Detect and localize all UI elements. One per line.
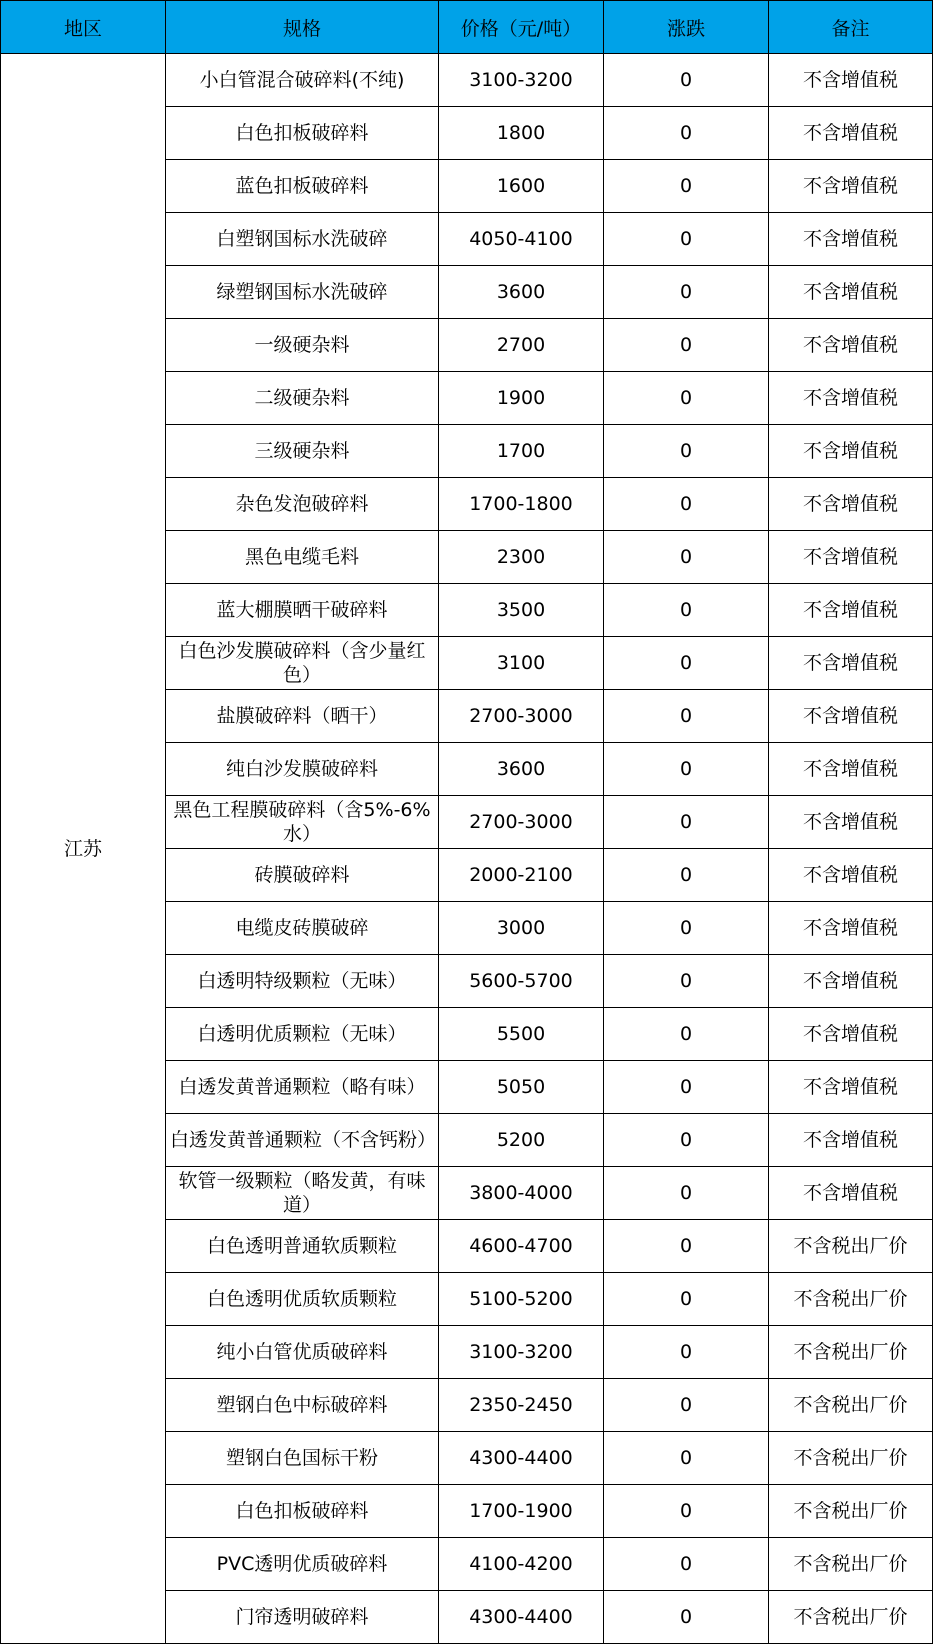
spec-cell: 一级硬杂料 [166,319,439,372]
note-cell: 不含增值税 [769,213,933,266]
change-cell: 0 [604,213,769,266]
header-price: 价格（元/吨） [439,1,604,54]
price-cell: 5100-5200 [439,1273,604,1326]
price-cell: 2350-2450 [439,1379,604,1432]
spec-cell: 杂色发泡破碎料 [166,478,439,531]
price-cell: 1600 [439,160,604,213]
header-note: 备注 [769,1,933,54]
price-cell: 1700-1800 [439,478,604,531]
table-body [1,54,933,1644]
note-cell: 不含增值税 [769,1008,933,1061]
price-cell: 1700 [439,425,604,478]
note-cell: 不含税出厂价 [769,1273,933,1326]
change-cell: 0 [604,1538,769,1591]
price-cell: 1800 [439,107,604,160]
change-cell: 0 [604,955,769,1008]
spec-cell: 白色透明优质软质颗粒 [166,1273,439,1326]
price-cell: 3600 [439,743,604,796]
change-cell: 0 [604,1485,769,1538]
change-cell: 0 [604,1432,769,1485]
change-cell: 0 [604,902,769,955]
note-cell: 不含税出厂价 [769,1538,933,1591]
spec-cell: 软管一级颗粒（略发黄，有味道） [166,1167,439,1220]
note-cell: 不含增值税 [769,584,933,637]
spec-cell: 黑色电缆毛料 [166,531,439,584]
change-cell: 0 [604,1591,769,1644]
change-cell: 0 [604,1167,769,1220]
spec-cell: 白色透明普通软质颗粒 [166,1220,439,1273]
note-cell: 不含增值税 [769,531,933,584]
change-cell: 0 [604,54,769,107]
spec-cell: 电缆皮砖膜破碎 [166,902,439,955]
price-cell: 4300-4400 [439,1432,604,1485]
change-cell: 0 [604,1061,769,1114]
price-cell: 2700 [439,319,604,372]
change-cell: 0 [604,372,769,425]
price-cell: 4600-4700 [439,1220,604,1273]
change-cell: 0 [604,266,769,319]
note-cell: 不含税出厂价 [769,1591,933,1644]
price-cell: 3100-3200 [439,1326,604,1379]
spec-cell: 砖膜破碎料 [166,849,439,902]
note-cell: 不含增值税 [769,1114,933,1167]
spec-cell: 蓝大棚膜晒干破碎料 [166,584,439,637]
note-cell: 不含增值税 [769,796,933,849]
spec-cell: 蓝色扣板破碎料 [166,160,439,213]
price-cell: 2000-2100 [439,849,604,902]
price-cell: 1900 [439,372,604,425]
price-cell: 4050-4100 [439,213,604,266]
price-cell: 2300 [439,531,604,584]
change-cell: 0 [604,319,769,372]
note-cell: 不含增值税 [769,54,933,107]
note-cell: 不含增值税 [769,266,933,319]
spec-cell: 白塑钢国标水洗破碎 [166,213,439,266]
header-region: 地区 [1,1,166,54]
price-cell: 5050 [439,1061,604,1114]
change-cell: 0 [604,1114,769,1167]
note-cell: 不含增值税 [769,637,933,690]
note-cell: 不含增值税 [769,319,933,372]
price-cell: 3000 [439,902,604,955]
header-spec: 规格 [166,1,439,54]
note-cell: 不含增值税 [769,743,933,796]
price-cell: 5600-5700 [439,955,604,1008]
change-cell: 0 [604,690,769,743]
price-cell: 2700-3000 [439,690,604,743]
note-cell: 不含增值税 [769,1061,933,1114]
spec-cell: 白色扣板破碎料 [166,107,439,160]
spec-cell: 白透明特级颗粒（无味） [166,955,439,1008]
region-cell: 江苏 [1,54,166,1644]
spec-cell: 纯小白管优质破碎料 [166,1326,439,1379]
spec-cell: 黑色工程膜破碎料（含5%-6%水） [166,796,439,849]
note-cell: 不含增值税 [769,955,933,1008]
note-cell: 不含税出厂价 [769,1220,933,1273]
change-cell: 0 [604,1220,769,1273]
note-cell: 不含税出厂价 [769,1379,933,1432]
spec-cell: 绿塑钢国标水洗破碎 [166,266,439,319]
spec-cell: 白透发黄普通颗粒（不含钙粉） [166,1114,439,1167]
spec-cell: 白色扣板破碎料 [166,1485,439,1538]
change-cell: 0 [604,1008,769,1061]
spec-cell: 小白管混合破碎料(不纯) [166,54,439,107]
price-cell: 3100-3200 [439,54,604,107]
spec-cell: 塑钢白色中标破碎料 [166,1379,439,1432]
note-cell: 不含税出厂价 [769,1432,933,1485]
change-cell: 0 [604,849,769,902]
spec-cell: 二级硬杂料 [166,372,439,425]
spec-cell: 白透发黄普通颗粒（略有味） [166,1061,439,1114]
note-cell: 不含税出厂价 [769,1485,933,1538]
price-cell: 3800-4000 [439,1167,604,1220]
price-cell: 3500 [439,584,604,637]
change-cell: 0 [604,1326,769,1379]
price-cell: 2700-3000 [439,796,604,849]
note-cell: 不含税出厂价 [769,1326,933,1379]
change-cell: 0 [604,637,769,690]
spec-cell: 三级硬杂料 [166,425,439,478]
note-cell: 不含增值税 [769,160,933,213]
change-cell: 0 [604,478,769,531]
price-cell: 3100 [439,637,604,690]
note-cell: 不含增值税 [769,690,933,743]
spec-cell: 盐膜破碎料（晒干） [166,690,439,743]
price-cell: 3600 [439,266,604,319]
note-cell: 不含增值税 [769,1167,933,1220]
table-row [1,54,933,107]
spec-cell: 纯白沙发膜破碎料 [166,743,439,796]
price-cell: 4100-4200 [439,1538,604,1591]
change-cell: 0 [604,425,769,478]
note-cell: 不含增值税 [769,372,933,425]
change-cell: 0 [604,160,769,213]
note-cell: 不含增值税 [769,107,933,160]
change-cell: 0 [604,531,769,584]
change-cell: 0 [604,1273,769,1326]
table-header-row [1,1,933,54]
change-cell: 0 [604,796,769,849]
header-change: 涨跌 [604,1,769,54]
spec-cell: 白透明优质颗粒（无味） [166,1008,439,1061]
spec-cell: 白色沙发膜破碎料（含少量红色） [166,637,439,690]
note-cell: 不含增值税 [769,849,933,902]
change-cell: 0 [604,1379,769,1432]
spec-cell: PVC透明优质破碎料 [166,1538,439,1591]
spec-cell: 门帘透明破碎料 [166,1591,439,1644]
price-cell: 4300-4400 [439,1591,604,1644]
note-cell: 不含增值税 [769,902,933,955]
note-cell: 不含增值税 [769,478,933,531]
price-cell: 1700-1900 [439,1485,604,1538]
spec-cell: 塑钢白色国标干粉 [166,1432,439,1485]
change-cell: 0 [604,743,769,796]
change-cell: 0 [604,584,769,637]
price-cell: 5500 [439,1008,604,1061]
price-cell: 5200 [439,1114,604,1167]
note-cell: 不含增值税 [769,425,933,478]
change-cell: 0 [604,107,769,160]
